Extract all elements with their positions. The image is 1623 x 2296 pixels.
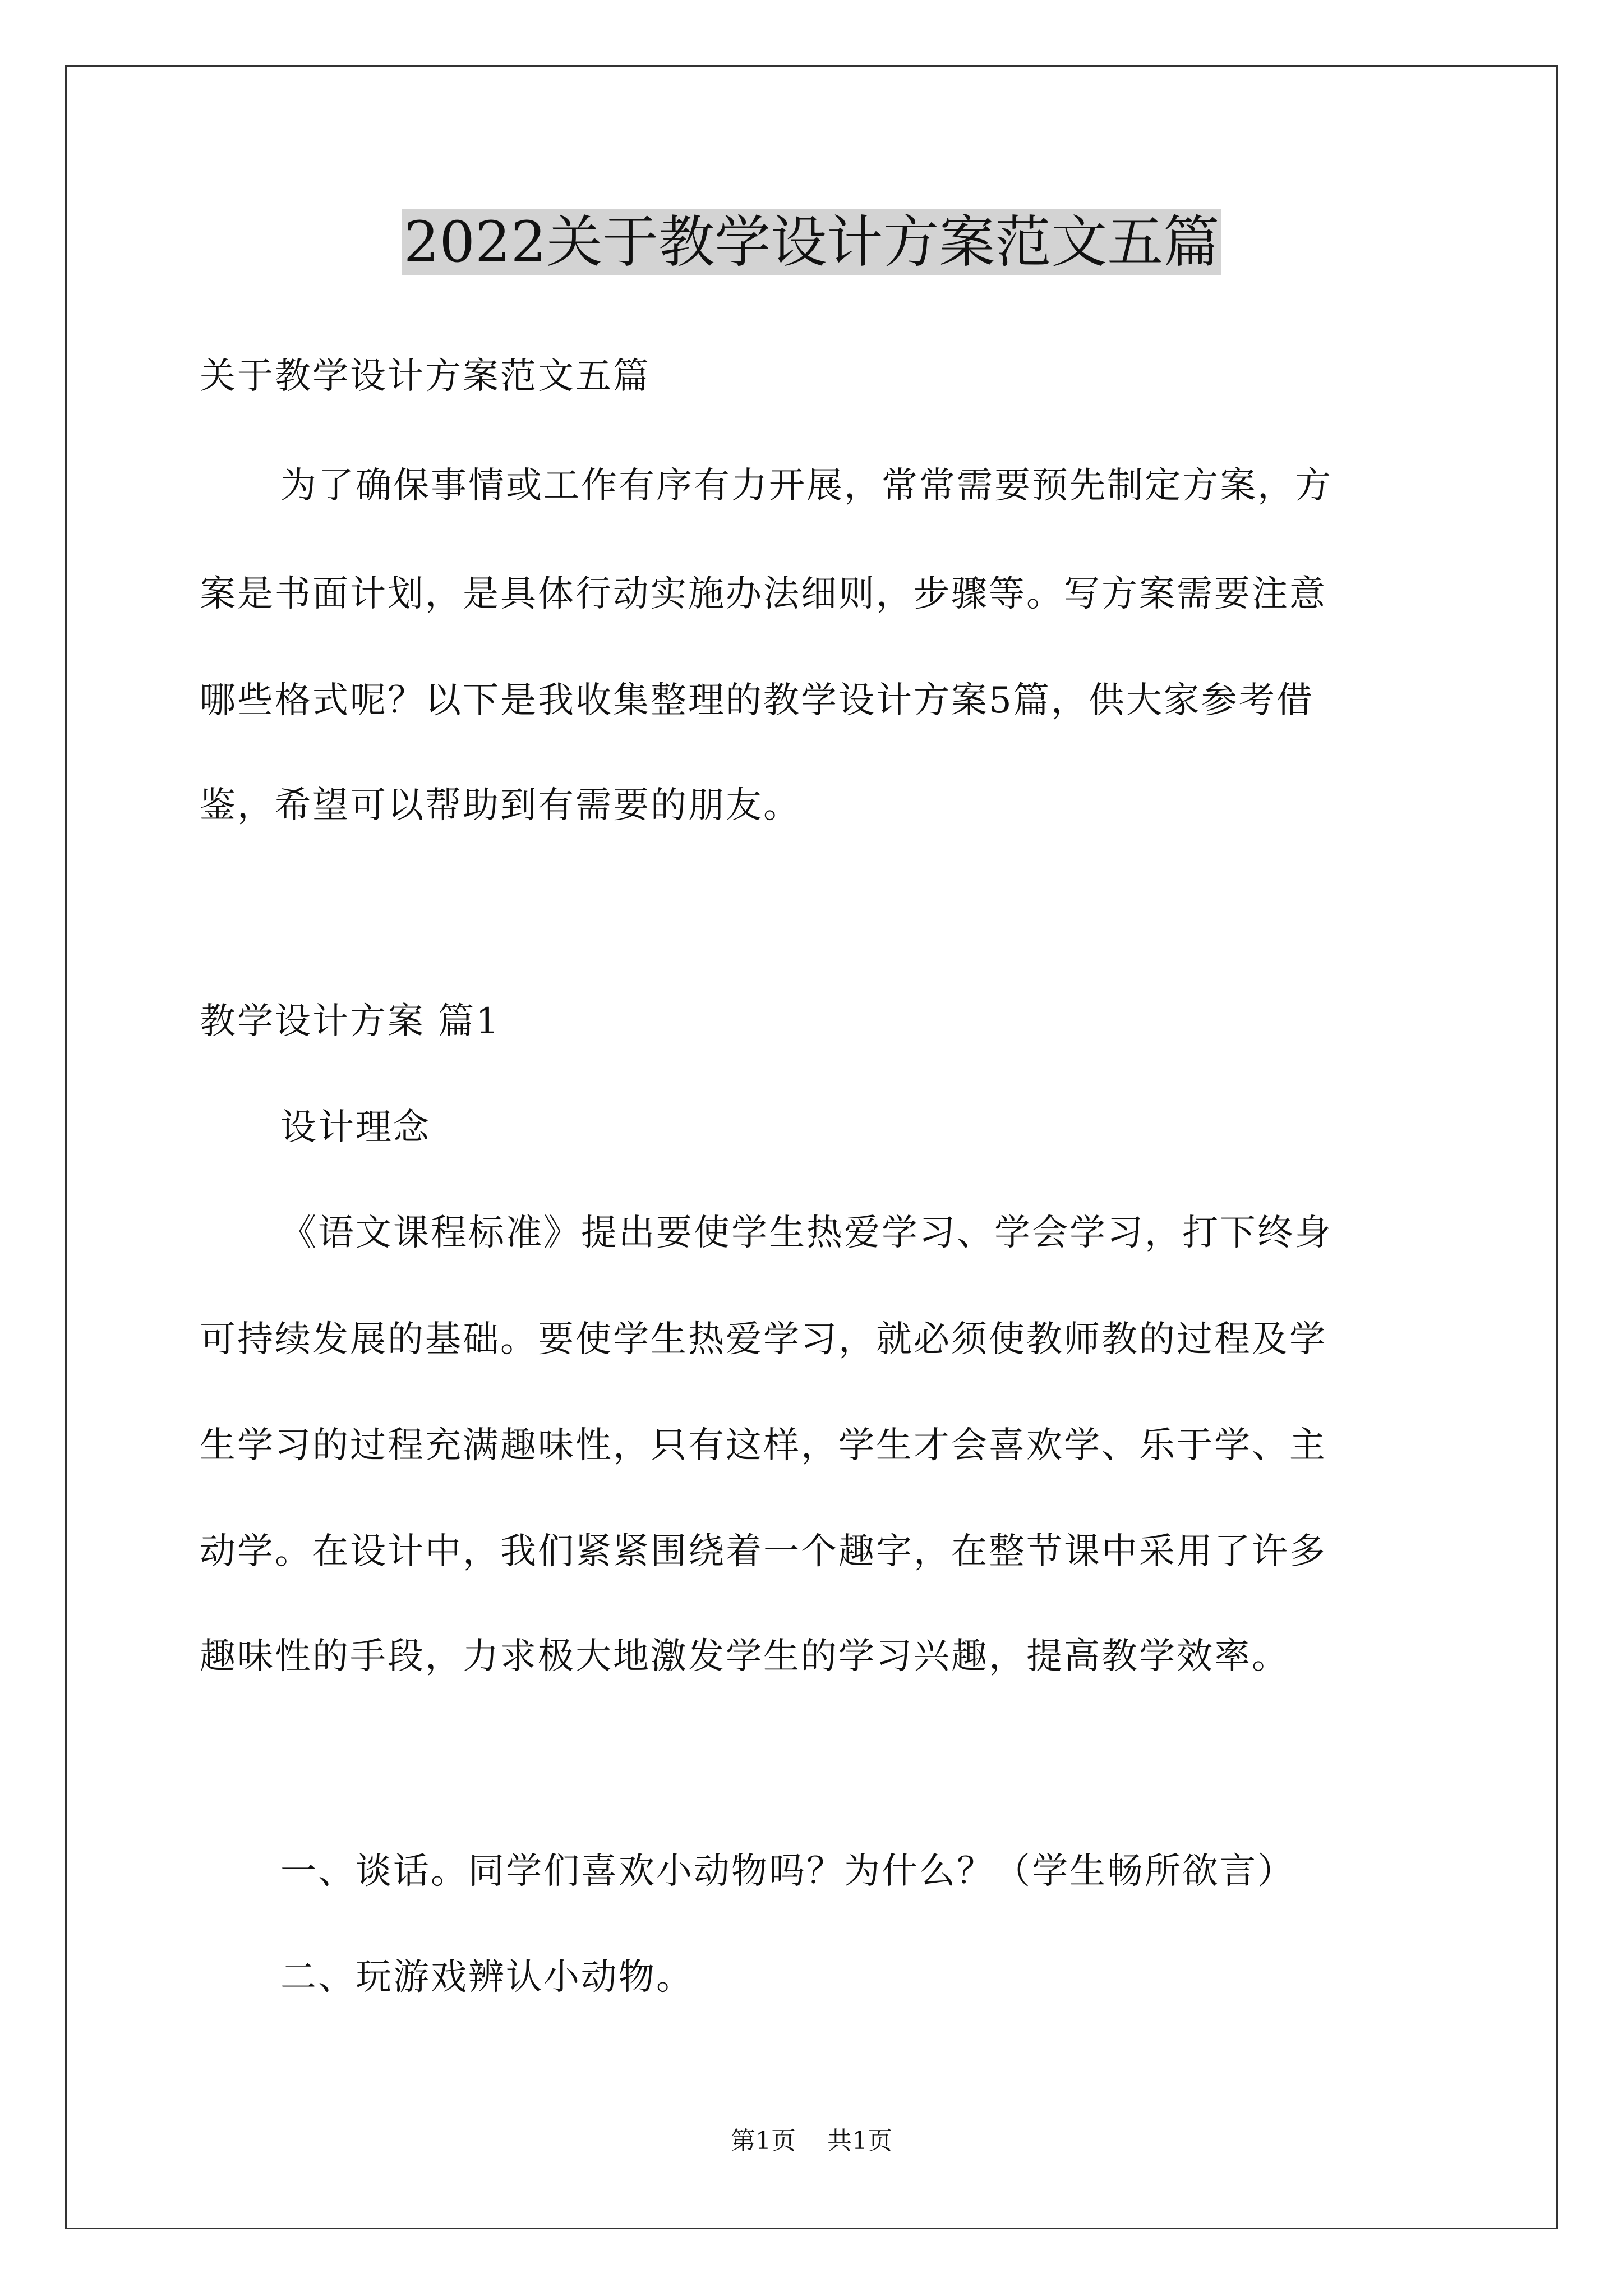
concept-line-3: 生学习的过程充满趣味性，只有这样，学生才会喜欢学、乐于学、主 — [200, 1425, 1327, 1466]
section-heading: 教学设计方案 篇1 — [200, 1001, 501, 1042]
concept-heading: 设计理念 — [280, 1107, 431, 1148]
concept-line-2: 可持续发展的基础。要使学生热爱学习，就必须使教师教的过程及学 — [200, 1319, 1327, 1360]
page-total: 共1页 — [827, 2127, 892, 2155]
step-2: 二、玩游戏辨认小动物。 — [280, 1957, 694, 1998]
step-1: 一、谈话。同学们喜欢小动物吗？为什么？（学生畅所欲言） — [280, 1851, 1295, 1892]
concept-line-5: 趣味性的手段，力求极大地激发学生的学习兴趣，提高教学效率。 — [200, 1636, 1289, 1677]
document-title: 2022关于教学设计方案范文五篇 — [0, 203, 1623, 282]
intro-line-2: 案是书面计划，是具体行动实施办法细则，步骤等。写方案需要注意 — [200, 573, 1327, 615]
document-subtitle: 关于教学设计方案范文五篇 — [200, 356, 651, 397]
intro-line-1: 为了确保事情或工作有序有力开展，常常需要预先制定方案，方 — [280, 465, 1332, 507]
page-number: 第1页 — [731, 2127, 796, 2155]
intro-line-4: 鉴，希望可以帮助到有需要的朋友。 — [200, 785, 801, 826]
concept-line-1: 《语文课程标准》提出要使学生热爱学习、学会学习，打下终身 — [280, 1212, 1332, 1254]
page-footer — [0, 2124, 1623, 2158]
intro-line-3: 哪些格式呢？以下是我收集整理的教学设计方案5篇，供大家参考借 — [200, 680, 1314, 721]
concept-line-4: 动学。在设计中，我们紧紧围绕着一个趣字，在整节课中采用了许多 — [200, 1531, 1327, 1572]
